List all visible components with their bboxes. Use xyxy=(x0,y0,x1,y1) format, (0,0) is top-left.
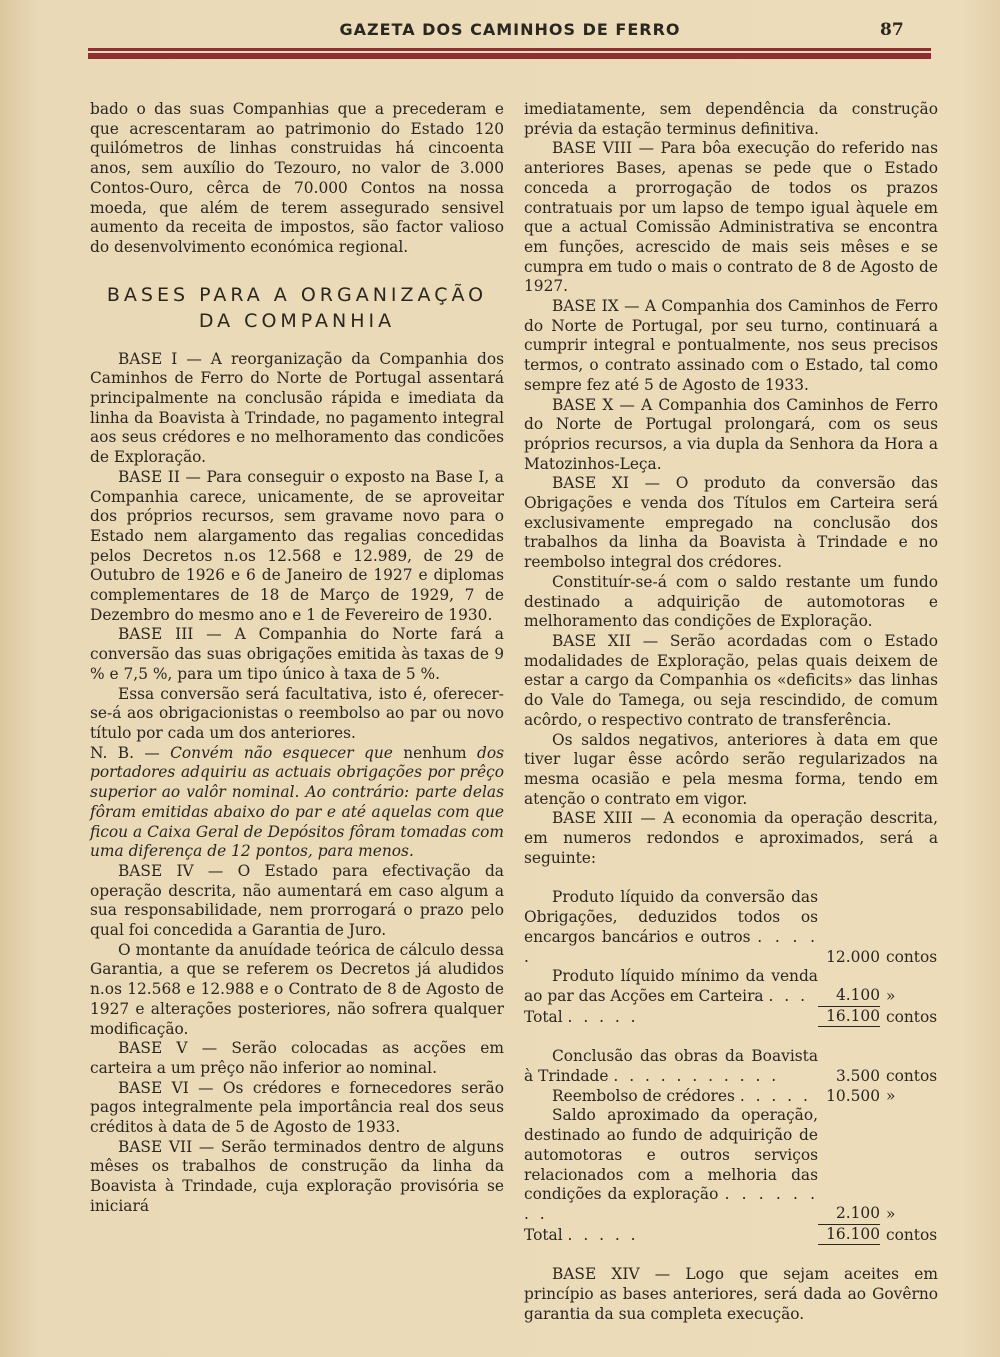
row-description: Produto líquido mínimo da venda ao par das Acções em Carteira xyxy=(524,967,818,1005)
total-unit: contos xyxy=(886,1225,938,1244)
base-12-continuation: Os saldos negativos, anteriores à data em que tiver lugar êsse acôrdo serão regularizados na mesma ocasião e pela mesma forma, tendo em atenção o contrato em vigor. xyxy=(524,730,938,808)
base-13-paragraph: BASE XIII — A economia da operação descrita, em numeros redondos e aproximados, será a seguinte: xyxy=(524,809,938,867)
row-description: Produto líquido da conversão das Obrigações, deduzidos todos os encargos bancários e outros xyxy=(524,888,818,946)
nb-prefix: N. B. — xyxy=(90,743,171,762)
base-14-paragraph: BASE XIV — Logo que sejam aceites em princípio as bases anteriores, será dada ao Govêrno garantia da sua completa execução. xyxy=(524,1265,938,1323)
base-4-paragraph: BASE IV — O Estado para efectivação da operação descrita, não aumentará em caso algum a sua responsabilidade, nem prorrogará o prazo pelo qual foi concedida a Garantia de Juro. xyxy=(90,861,504,940)
table-row xyxy=(524,888,938,967)
leader-dots: . . . . . xyxy=(739,1086,811,1105)
row-unit: contos xyxy=(886,947,938,966)
section-heading-line-1: BASES PARA A ORGANIZAÇÃO xyxy=(106,283,488,306)
nota-bene-note xyxy=(90,744,504,862)
header-rule-thick xyxy=(88,53,931,59)
base-12-paragraph: BASE XII — Serão acordadas com o Estado modalidades de Exploração, pelas quais deixem de estar a cargo da Companhia os «deficits» das linhas do Vale do Tamega, ou seja rescindido, de comum acôrdo, o respectivo contrato de transferência. xyxy=(524,631,938,729)
total-label: Total xyxy=(524,1007,563,1026)
base-5-paragraph: BASE V — Serão colocadas as acções em carteira a um prêço não inferior ao nominal. xyxy=(90,1039,504,1077)
total-row xyxy=(524,1007,938,1028)
right-column xyxy=(524,100,938,1324)
table-row xyxy=(524,1087,938,1107)
total-value: 16.100 xyxy=(818,1225,880,1246)
base-7-paragraph: BASE VII — Serão terminados dentro de alguns mêses os trabalhos de construção da linha da Boavista à Trindade, cuja exploração provisória se iniciará xyxy=(90,1137,504,1215)
total-label: Total xyxy=(524,1225,563,1244)
row-unit: » xyxy=(886,1086,896,1105)
row-description: Reembolso de crédores xyxy=(552,1086,735,1105)
row-value: 2.100 xyxy=(818,1204,880,1225)
row-unit: contos xyxy=(886,1067,938,1086)
base-2-paragraph: BASE II — Para conseguir o exposto na Base I, a Companhia carece, unicamente, de se aproveitar dos próprios recursos, sem gravame novo para o Estado nem alargamento das regalias concedidas pelos Decretos n.os 12.568 e 12.989, de 29 de Outubro de 1926 e 6 de Janeiro de 1927 e diplomas complementares de 18 de Março de 1929, 7 de Dezembro do mesmo ano e 1 de Fevereiro de 1930. xyxy=(90,467,504,624)
base-6-paragraph: BASE VI — Os crédores e fornecedores serão pagos integralmente pela importância real dos seus créditos à data de 5 de Agosto de 1933. xyxy=(90,1078,504,1137)
base-3-paragraph: BASE III — A Companhia do Norte fará a conversão das suas obrigações emitida às taxas de 9 % e 7,5 %, para um tipo único à taxa de 5 %. xyxy=(90,625,504,683)
base-9-paragraph: BASE IX — A Companhia dos Caminhos de Ferro do Norte de Portugal, por seu turno, continuará a cumprir integral e pontualmente, nos seus precisos termos, o contrato assinado com o Estado, tal como sempre fez até 5 de Agosto de 1933. xyxy=(524,297,938,394)
row-description: Conclusão das obras da Boavista à Trindade xyxy=(524,1047,818,1086)
table-row xyxy=(524,1047,938,1086)
table-row xyxy=(524,967,938,1006)
leader-dots: . . . . . xyxy=(567,1225,639,1244)
leader-dots: . . . . . . . . . . . xyxy=(613,1067,780,1086)
row-value: 3.500 xyxy=(835,1067,880,1086)
total-value: 16.100 xyxy=(818,1007,880,1028)
base-11-paragraph: BASE XI — O produto da conversão das Obrigações e venda dos Títulos em Carteira será exclusivamente empregado na conclusão dos trabalhos da linha da Boavista à Trindade e no reembolso integral dos crédores. xyxy=(524,474,938,572)
total-row xyxy=(524,1225,938,1246)
intro-paragraph: bado o das suas Companhias que a precederam e que acrescentaram ao patrimonio do Estado 120 quilómetros de linhas construidas há cincoenta anos, sem auxílio do Tezouro, no valor de 3.000 Contos-Ouro, cêrca de 70.000 Contos na nossa moeda, que além de terem assegurado sensivel aumento da receita de impostos, são factor valioso do desenvolvimento económica regional. xyxy=(90,100,504,256)
leader-dots: . . . . . xyxy=(524,927,818,966)
header-rule-thin xyxy=(88,48,931,51)
leader-dots: . . . xyxy=(768,986,808,1005)
page-number: 87 xyxy=(880,20,904,40)
running-header-title: GAZETA DOS CAMINHOS DE FERRO xyxy=(339,20,681,39)
base-10-paragraph: BASE X — A Companhia dos Caminhos de Ferro do Norte de Portugal prolongará, com os seus próprios recursos, a via dupla da Senhora da Hora a Matozinhos-Leça. xyxy=(524,395,938,473)
base-3-continuation: Essa conversão será facultativa, isto é, oferecer-se-á aos obrigacionistas o reembolso ao par ou novo título por cada um dos anteriores. xyxy=(90,684,504,742)
row-unit: » xyxy=(886,986,896,1005)
nb-text-3: dos portadores adquiriu as actuais obrigações por prêço superior ao valôr nominal. Ao contrário: parte delas fôram emitidas abaixo do par e até aquelas com que ficou a Caixa Geral de Depósitos fôram tomadas com uma diferença de 12 pontos, para menos. xyxy=(90,743,504,861)
row-unit: » xyxy=(886,1204,896,1223)
table-row xyxy=(524,1106,938,1224)
nb-text-2: nenhum xyxy=(392,743,477,762)
leader-dots: . . . . . xyxy=(567,1007,639,1026)
base-11-continuation: Constituír-se-á com o saldo restante um fundo destinado a adquirição de automotoras e melhoramento das condições de Exploração. xyxy=(524,572,938,631)
base-1-paragraph: BASE I — A reorganização da Companhia dos Caminhos de Ferro do Norte de Portugal assentará principalmente na conclusão rápida e imediata da linha da Boavista à Trindade, no pagamento integral aos seus crédores e no melhoramento das condicões de Exploração. xyxy=(90,349,504,467)
row-value: 4.100 xyxy=(818,986,880,1007)
row-value: 12.000 xyxy=(826,947,880,966)
base-8-paragraph: BASE VIII — Para bôa execução do referido nas anteriores Bases, apenas se pede que o Estado conceda a prorrogação de todos os prazos contratuais por um lapso de tempo igual àquele em que a actual Comissão Administrativa se encontra em funções, acrescido de mais seis mêses e se cumpra em tudo o mais o contrato de 8 de Agosto de 1927. xyxy=(524,139,938,296)
economy-table-income xyxy=(524,888,938,1027)
base-7-continuation: imediatamente, sem dependência da construção prévia da estação terminus definitiva. xyxy=(524,100,938,138)
total-unit: contos xyxy=(886,1007,938,1026)
base-4-continuation: O montante da anuídade teórica de cálculo dessa Garantia, a que se referem os Decretos já aludidos n.os 12.568 e 12.988 e o Contrato de 8 de Agosto de 1927 e alterações posteriores, não sofrera qualquer modificação. xyxy=(90,940,504,1038)
section-heading-line-2: DA COMPANHIA xyxy=(198,309,396,332)
leader-dots: . . . . . . . . xyxy=(524,1185,818,1223)
row-description: Saldo aproximado da operação, destinado ao fundo de adquirição de automotoras e outros serviços relacionados com a melhoria das condições da exploração xyxy=(524,1106,818,1204)
left-column xyxy=(90,100,504,1217)
row-value: 10.500 xyxy=(826,1086,880,1105)
economy-table-expenses xyxy=(524,1047,938,1245)
section-heading xyxy=(90,282,504,334)
nb-text-1: Convém não esquecer que xyxy=(170,743,393,762)
